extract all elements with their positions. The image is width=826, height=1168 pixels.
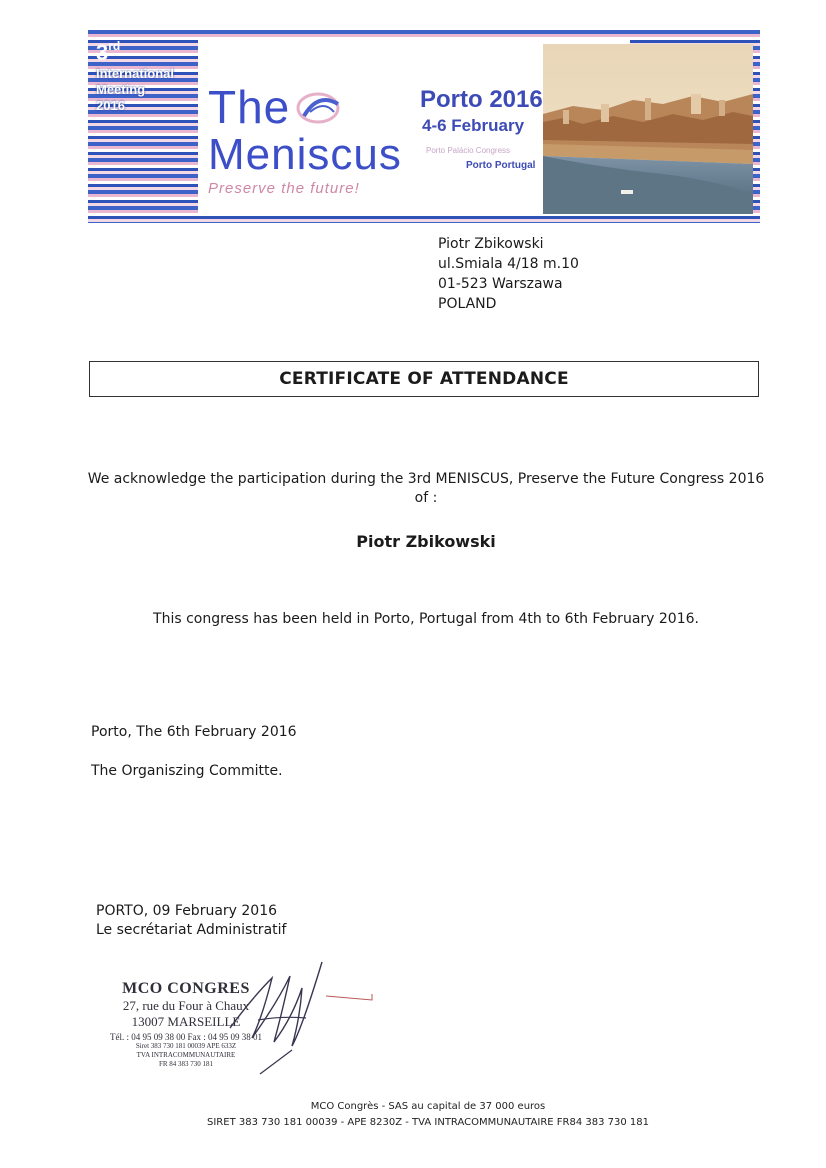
participant-name: Piotr Zbikowski	[356, 532, 496, 551]
logo-meniscus: Meniscus	[208, 130, 402, 179]
acknowledgement-text	[86, 470, 766, 508]
stamp-siret: Siret 383 730 181 00039 APE 633Z	[135, 1042, 237, 1050]
recipient-postal-city: 01-523 Warszawa	[438, 276, 563, 292]
event-banner	[88, 30, 760, 223]
acknowledgement-line-1: We acknowledge the participation during the 3rd MENISCUS, Preserve the Future Congress 2016	[87, 471, 765, 487]
recipient-country: POLAND	[438, 296, 497, 312]
meeting-badge	[96, 40, 202, 112]
event-place: Porto Portugal	[466, 160, 536, 171]
recipient-address	[438, 234, 579, 314]
meeting-line-1: International	[96, 66, 175, 81]
logo-tagline: Preserve the future!	[208, 180, 360, 197]
event-dates: 4-6 February	[422, 116, 525, 135]
stamp-tva-number: FR 84 383 730 181	[158, 1060, 214, 1068]
event-city-year: Porto 2016	[420, 86, 543, 113]
secretariat-block	[96, 902, 286, 940]
meniscus-logo-icon	[284, 86, 364, 136]
certificate-title-box	[89, 361, 759, 397]
stamp-address-2: 13007 MARSEILLE	[131, 1014, 241, 1029]
stamp-address-1: 27, rue du Four à Chaux	[122, 998, 250, 1013]
footer-line-1: MCO Congrès - SAS au capital de 37 000 euros	[310, 1101, 546, 1112]
place-date: Porto, The 6th February 2016	[91, 724, 297, 740]
organizing-committee: The Organiszing Committe.	[91, 763, 283, 779]
event-venue-faint: Porto Palácio Congress	[426, 146, 511, 155]
porto-city-photo	[543, 44, 753, 214]
footer-line-2: SIRET 383 730 181 00039 - APE 8230Z - TVA INTRACOMMUNAUTAIRE FR84 383 730 181	[207, 1117, 649, 1128]
recipient-street: ul.Smiala 4/18 m.10	[438, 256, 579, 272]
logo-the: The	[208, 81, 291, 133]
secretariat-title: Le secrétariat Administratif	[96, 922, 287, 938]
certificate-title: CERTIFICATE OF ATTENDANCE	[279, 369, 569, 389]
handwritten-signature	[222, 958, 382, 1078]
acknowledgement-line-2: of :	[414, 490, 438, 506]
recipient-name: Piotr Zbikowski	[438, 236, 544, 252]
stamp-phone: Tél. : 04 95 09 38 00 Fax : 04 95 09 38 01	[110, 1032, 262, 1042]
stamp-company: MCO CONGRES	[122, 980, 250, 997]
meeting-line-2: Meeting	[96, 82, 146, 97]
stamp-tva-label: TVA INTRACOMMUNAUTAIRE	[136, 1051, 236, 1059]
meeting-ordinal: 3rd	[96, 39, 121, 65]
held-statement: This congress has been held in Porto, Portugal from 4th to 6th February 2016.	[153, 611, 699, 627]
company-footer	[100, 1099, 756, 1131]
meeting-line-3: 2016	[96, 98, 125, 113]
secretariat-date: PORTO, 09 February 2016	[96, 903, 278, 919]
